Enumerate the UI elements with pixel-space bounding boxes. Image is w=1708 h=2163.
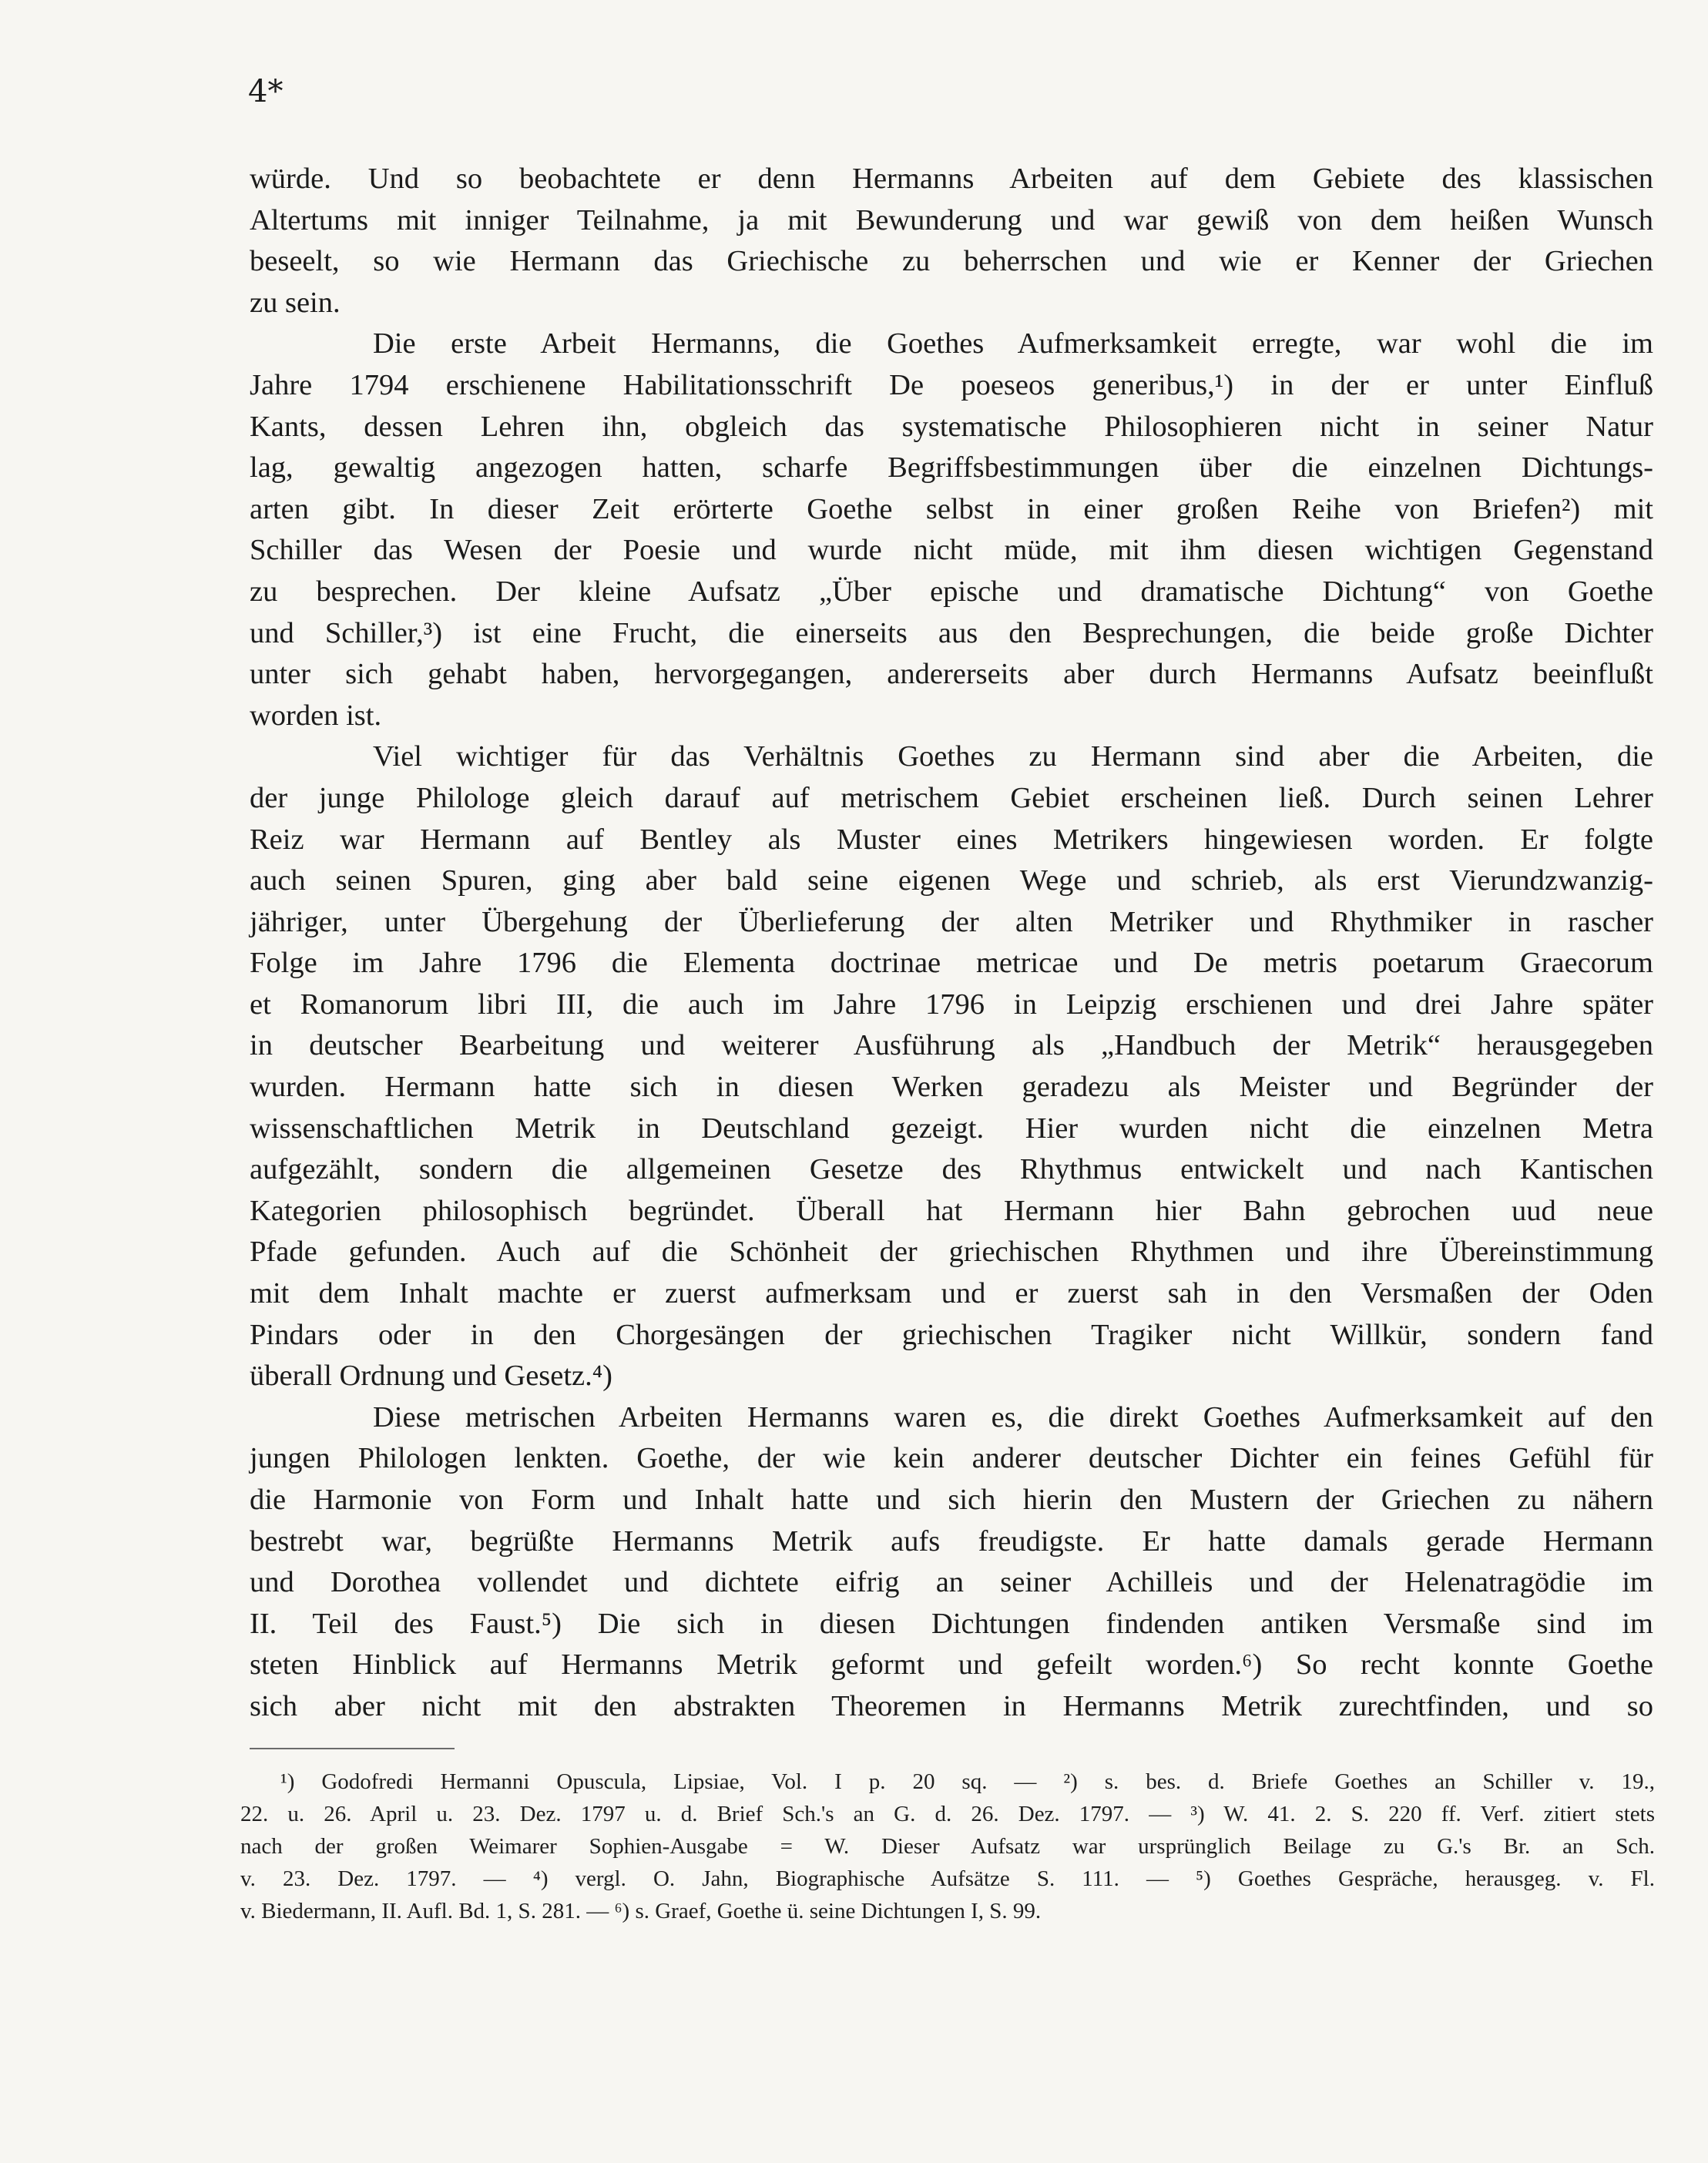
body-line: überall Ordnung und Gesetz.⁴) [250, 1360, 613, 1393]
footnote-line: 22. u. 26. April u. 23. Dez. 1797 u. d. Brief Sch.'s an G. d. 26. Dez. 1797. — ³) W. 41. 2. S. 220 ff. Verf. zitiert stets [240, 1802, 1655, 1826]
body-line: Kants, dessen Lehren ihn, obgleich das systematische Philosophieren nicht in seiner Natur [250, 410, 1653, 443]
body-line: Viel wichtiger für das Verhältnis Goethes zu Hermann sind aber die Arbeiten, die [373, 740, 1653, 773]
body-line: und Schiller,³) ist eine Frucht, die einerseits aus den Besprechungen, die beide große Dichter [250, 616, 1653, 649]
body-line: bestrebt war, begrüßte Hermanns Metrik aufs freudigste. Er hatte damals gerade Hermann [250, 1524, 1653, 1558]
footnote-line: v. 23. Dez. 1797. — ⁴) vergl. O. Jahn, Biographische Aufsätze S. 111. — ⁵) Goethes Gespräche, herausgeg. v. Fl. [240, 1866, 1655, 1891]
body-line: Pindars oder in den Chorgesängen der griechischen Tragiker nicht Willkür, sondern fand [250, 1318, 1653, 1351]
body-line: Pfade gefunden. Auch auf die Schönheit der griechischen Rhythmen und ihre Übereinstimmung [250, 1236, 1653, 1269]
body-line: sich aber nicht mit den abstrakten Theoremen in Hermanns Metrik zurechtfinden, und so [250, 1689, 1653, 1722]
body-line: Folge im Jahre 1796 die Elementa doctrinae metricae und De metris poetarum Graecorum [250, 947, 1653, 980]
body-line: steten Hinblick auf Hermanns Metrik geformt und gefeilt worden.⁶) So recht konnte Goethe [250, 1648, 1653, 1682]
body-line: Altertums mit inniger Teilnahme, ja mit Bewunderung und war gewiß von dem heißen Wunsch [250, 203, 1653, 236]
body-line: unter sich gehabt haben, hervorgegangen, andererseits aber durch Hermanns Aufsatz beeinflußt [250, 658, 1653, 691]
body-line: beseelt, so wie Hermann das Griechische zu beherrschen und wie er Kenner der Griechen [250, 245, 1653, 278]
body-line: der junge Philologe gleich darauf auf metrischem Gebiet erscheinen ließ. Durch seinen Lehrer [250, 781, 1653, 814]
body-line: et Romanorum libri III, die auch im Jahre 1796 in Leipzig erschienen und drei Jahre später [250, 988, 1653, 1021]
footnote-line: v. Biedermann, II. Aufl. Bd. 1, S. 281. — ⁶) s. Graef, Goethe ü. seine Dichtungen I, S. 99. [240, 1899, 1042, 1923]
body-line: jähriger, unter Übergehung der Überlieferung der alten Metriker und Rhythmiker in rascher [250, 905, 1653, 938]
body-line: jungen Philologen lenkten. Goethe, der wie kein anderer deutscher Dichter ein feines Gefühl für [250, 1442, 1653, 1475]
body-line: die Harmonie von Form und Inhalt hatte und sich hierin den Mustern der Griechen zu nähern [250, 1484, 1653, 1516]
body-line: lag, gewaltig angezogen hatten, scharfe Begriffsbestimmungen über die einzelnen Dichtungs- [250, 451, 1653, 485]
page-number: 4* [248, 74, 284, 109]
body-line: Reiz war Hermann auf Bentley als Muster eines Metrikers hingewiesen worden. Er folgte [250, 823, 1653, 856]
body-line: wurden. Hermann hatte sich in diesen Werken geradezu als Meister und Begründer der [250, 1071, 1653, 1104]
body-line: Schiller das Wesen der Poesie und wurde nicht müde, mit ihm diesen wichtigen Gegenstand [250, 534, 1653, 567]
footnote-line: nach der großen Weimarer Sophien-Ausgabe = W. Dieser Aufsatz war ursprünglich Beilage zu G.'s Br. an Sch. [240, 1834, 1655, 1859]
body-line: mit dem Inhalt machte er zuerst aufmerksam und er zuerst sah in den Versmaßen der Oden [250, 1277, 1653, 1310]
body-text [250, 159, 1653, 1728]
body-line: worden ist. [250, 699, 382, 732]
body-line: Die erste Arbeit Hermanns, die Goethes Aufmerksamkeit erregte, war wohl die im [373, 327, 1653, 360]
body-line: II. Teil des Faust.⁵) Die sich in diesen Dichtungen findenden antiken Versmaße sind im [250, 1607, 1653, 1640]
body-line: zu sein. [250, 286, 341, 319]
body-line: in deutscher Bearbeitung und weiterer Ausführung als „Handbuch der Metrik“ herausgegeben [250, 1029, 1653, 1062]
body-line: aufgezählt, sondern die allgemeinen Gesetze des Rhythmus entwickelt und nach Kantischen [250, 1153, 1653, 1186]
body-line: und Dorothea vollendet und dichtete eifrig an seiner Achilleis und der Helenatragödie im [250, 1566, 1653, 1599]
body-line: arten gibt. In dieser Zeit erörterte Goethe selbst in einer großen Reihe von Briefen²) mit [250, 492, 1653, 525]
body-line: auch seinen Spuren, ging aber bald seine eigenen Wege und schrieb, als erst Vierundzwanzig- [250, 864, 1653, 897]
footnote-divider [250, 1748, 455, 1749]
body-line: Diese metrischen Arbeiten Hermanns waren es, die direkt Goethes Aufmerksamkeit auf den [373, 1400, 1653, 1434]
body-line: Jahre 1794 erschienene Habilitationsschrift De poeseos generibus,¹) in der er unter Einfluß [250, 368, 1653, 401]
body-line: Kategorien philosophisch begründet. Überall hat Hermann hier Bahn gebrochen uud neue [250, 1194, 1653, 1227]
footnote-line: ¹) Godofredi Hermanni Opuscula, Lipsiae, Vol. I p. 20 sq. — ²) s. bes. d. Briefe Goethes an Schiller v. 19., [280, 1769, 1655, 1794]
body-line: wissenschaftlichen Metrik in Deutschland gezeigt. Hier wurden nicht die einzelnen Metra [250, 1112, 1653, 1145]
footnotes [240, 1766, 1655, 1927]
body-line: zu besprechen. Der kleine Aufsatz „Über epische und dramatische Dichtung“ von Goethe [250, 575, 1653, 608]
body-line: würde. Und so beobachtete er denn Hermanns Arbeiten auf dem Gebiete des klassischen [250, 163, 1653, 195]
